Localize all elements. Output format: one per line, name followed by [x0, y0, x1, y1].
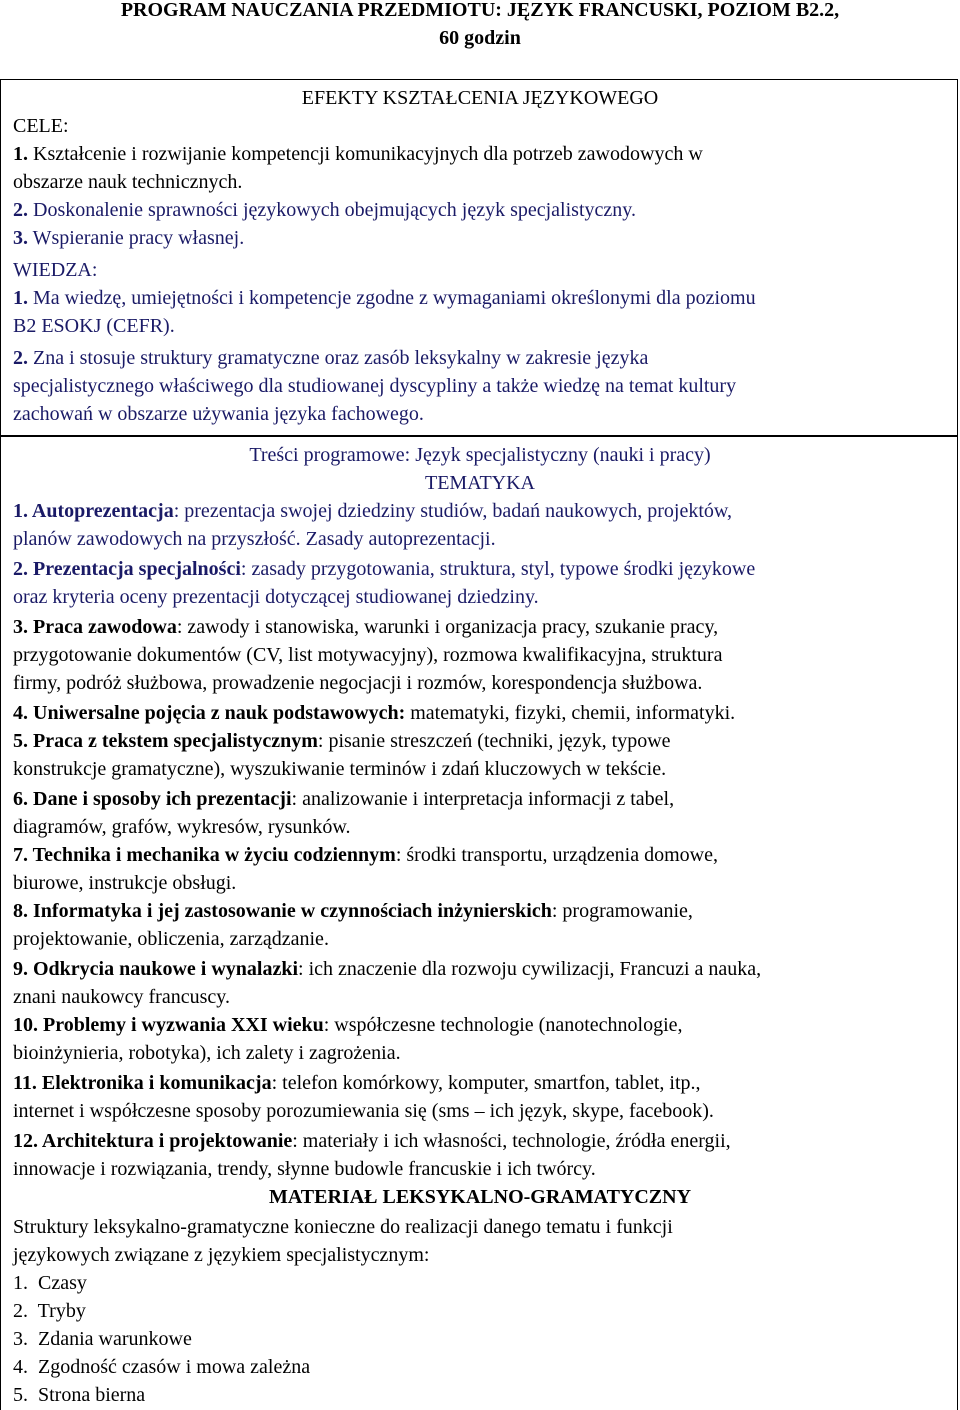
material-item-1: 1. Czasy: [13, 1272, 87, 1294]
topic-4: 4. Uniwersalne pojęcia z nauk podstawowych: matematyki, fizyki, chemii, informatyki.: [13, 702, 736, 724]
title-line-2: 60 godzin: [439, 27, 521, 49]
topic-11-cont: internet i współczesne sposoby porozumiewania się (sms – ich język, skype, facebook).: [13, 1100, 714, 1122]
topic-6: 6. Dane i sposoby ich prezentacji: analizowanie i interpretacja informacji z tabel,: [13, 788, 675, 810]
wiedza-label: WIEDZA:: [13, 259, 98, 281]
cel-item-3: 3. Wspieranie pracy własnej.: [13, 227, 245, 249]
tresci-section: [0, 436, 958, 1410]
topic-5: 5. Praca z tekstem specjalistycznym: pisanie streszczeń (techniki, język, typowe: [13, 730, 671, 752]
topic-1: 1. Autoprezentacja: prezentacja swojej dziedziny studiów, badań naukowych, projektów,: [13, 500, 733, 522]
material-item-4: 4. Zgodność czasów i mowa zależna: [13, 1356, 311, 1378]
topic-9: 9. Odkrycia naukowe i wynalazki: ich znaczenie dla rozwoju cywilizacji, Francuzi a nauka,: [13, 958, 762, 980]
material-intro-2: językowych związane z językiem specjalistycznym:: [13, 1244, 430, 1266]
topic-6-cont: diagramów, grafów, wykresów, rysunków.: [13, 816, 351, 838]
topic-1-cont: planów zawodowych na przyszłość. Zasady autoprezentacji.: [13, 528, 496, 550]
wiedza-item-2-cont: specjalistycznego właściwego dla studiowanej dyscypliny a także wiedzę na temat kultury: [13, 375, 737, 397]
material-item-2: 2. Tryby: [13, 1300, 86, 1322]
topic-3: 3. Praca zawodowa: zawody i stanowiska, warunki i organizacja pracy, szukanie pracy,: [13, 616, 719, 638]
cel-item-1-cont: obszarze nauk technicznych.: [13, 171, 243, 193]
cele-label: CELE:: [13, 115, 69, 137]
topic-7: 7. Technika i mechanika w życiu codziennym: środki transportu, urządzenia domowe,: [13, 844, 718, 866]
material-intro-1: Struktury leksykalno-gramatyczne konieczne do realizacji danego tematu i funkcji: [13, 1216, 673, 1238]
topic-12: 12. Architektura i projektowanie: materiały i ich własności, technologie, źródła energii,: [13, 1130, 731, 1152]
wiedza-item-2-cont2: zachowań w obszarze używania języka fachowego.: [13, 403, 424, 425]
wiedza-item-1: 1. Ma wiedzę, umiejętności i kompetencje zgodne z wymaganiami określonymi dla poziomu: [13, 287, 756, 309]
material-item-3: 3. Zdania warunkowe: [13, 1328, 192, 1350]
material-heading: MATERIAŁ LEKSYKALNO-GRAMATYCZNY: [268, 1186, 692, 1208]
efekty-heading: EFEKTY KSZTAŁCENIA JĘZYKOWEGO: [301, 87, 659, 109]
topic-9-cont: znani naukowcy francuscy.: [13, 986, 230, 1008]
cel-item-1: 1. Kształcenie i rozwijanie kompetencji komunikacyjnych dla potrzeb zawodowych w: [13, 143, 703, 165]
topic-7-cont: biurowe, instrukcje obsługi.: [13, 872, 237, 894]
topic-10: 10. Problemy i wyzwania XXI wieku: współczesne technologie (nanotechnologie,: [13, 1014, 683, 1036]
topic-3-cont: przygotowanie dokumentów (CV, list motywacyjny), rozmowa kwalifikacyjna, struktura: [13, 644, 723, 666]
topic-3-cont2: firmy, podróż służbowa, prowadzenie negocjacji i rozmów, korespondencja służbowa.: [13, 672, 703, 694]
topic-10-cont: bioinżynieria, robotyka), ich zalety i zagrożenia.: [13, 1042, 401, 1064]
tresci-heading: Treści programowe: Język specjalistyczny (nauki i pracy): [249, 444, 711, 466]
tematyka-heading: TEMATYKA: [425, 472, 535, 494]
topic-5-cont: konstrukcje gramatyczne), wyszukiwanie terminów i zdań kluczowych w tekście.: [13, 758, 667, 780]
title-line-1: PROGRAM NAUCZANIA PRZEDMIOTU: JĘZYK FRANCUSKI, POZIOM B2.2,: [120, 0, 840, 21]
cel-item-2: 2. Doskonalenie sprawności językowych obejmujących język specjalistyczny.: [13, 199, 636, 221]
topic-8-cont: projektowanie, obliczenia, zarządzanie.: [13, 928, 329, 950]
topic-11: 11. Elektronika i komunikacja: telefon komórkowy, komputer, smartfon, tablet, itp.,: [13, 1072, 701, 1094]
efekty-section: [0, 79, 958, 436]
wiedza-item-2: 2. Zna i stosuje struktury gramatyczne oraz zasób leksykalny w zakresie języka: [13, 347, 649, 369]
topic-8: 8. Informatyka i jej zastosowanie w czynnościach inżynierskich: programowanie,: [13, 900, 693, 922]
topic-2: 2. Prezentacja specjalności: zasady przygotowania, struktura, styl, typowe środki językowe: [13, 558, 756, 580]
wiedza-item-1-cont: B2 ESOKJ (CEFR).: [13, 315, 175, 337]
topic-12-cont: innowacje i rozwiązania, trendy, słynne budowle francuskie i ich twórcy.: [13, 1158, 596, 1180]
topic-2-cont: oraz kryteria oceny prezentacji dotyczącej studiowanej dziedziny.: [13, 586, 539, 608]
material-item-5: 5. Strona bierna: [13, 1384, 146, 1406]
